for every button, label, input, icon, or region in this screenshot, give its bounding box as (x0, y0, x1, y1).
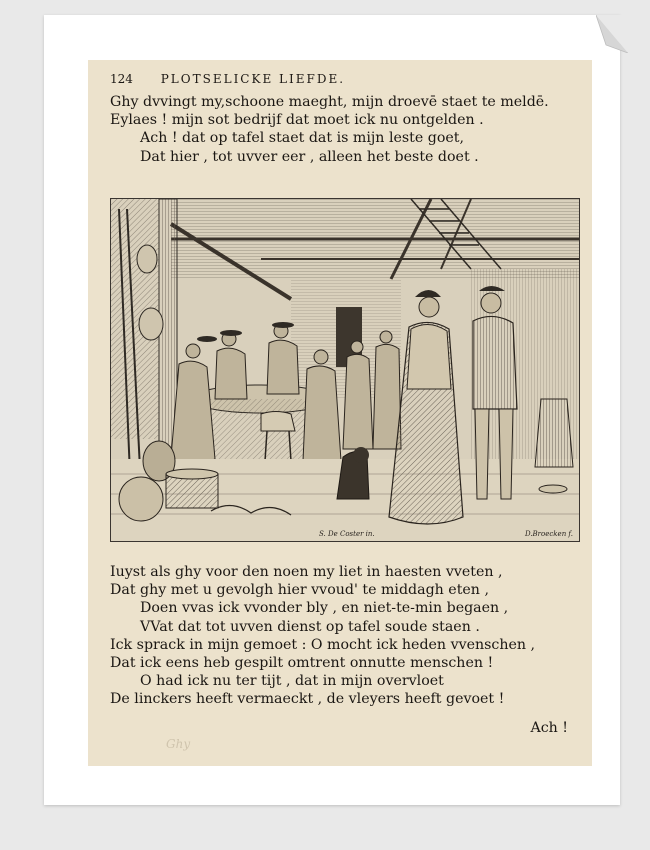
engraving-plate (110, 198, 580, 542)
verse-line: Doen vvas ick vvonder bly , en niet-te-min begaen , (140, 600, 509, 617)
bleed-through-text: Ghy (166, 737, 191, 751)
book-page (88, 60, 592, 766)
verse-line: O had ick nu ter tijt , dat in mijn overvloet (140, 673, 444, 690)
engraving-illustration (111, 199, 579, 541)
page-header (110, 72, 580, 90)
engraving-signature-designer: S. De Coster in. (319, 530, 375, 538)
verse-line: Ick sprack in mijn gemoet : O mocht ick heden vvenschen , (110, 636, 536, 653)
page-number: 124 (110, 72, 133, 86)
verse-line: Iuyst als ghy voor den noen my liet in haesten vveten , (110, 564, 503, 580)
verse-line: VVat dat tot uvven dienst op tafel soude staen . (140, 618, 480, 635)
verse-line: Eylaes ! mijn sot bedrijf dat moet ick nu ontgelden . (110, 112, 484, 129)
closing-word: Ach ! (530, 720, 568, 736)
verse-bottom (110, 563, 585, 709)
verse-line: Ach ! dat op tafel staet dat is mijn leste goet, (140, 130, 465, 147)
engraving-signature-engraver: D.Broecken f. (524, 530, 573, 538)
verse-top (110, 93, 585, 166)
verse-line: Dat hier , tot uvver eer , alleen het beste doet . (140, 148, 479, 165)
page-curl-icon (596, 15, 628, 53)
verse-line: Dat ghy met u gevolgh hier vvoud' te middagh eten , (110, 582, 489, 599)
running-title: PLOTSELICKE LIEFDE. (160, 72, 346, 86)
verse-line: De linckers heeft vermaeckt , de vleyers heeft gevoet ! (110, 691, 505, 708)
verse-line: Ghy dvvingt my,schoone maeght, mijn droevē staet te meldē. (110, 94, 549, 110)
verse-line: Dat ick eens heb gespilt omtrent onnutte menschen ! (110, 655, 494, 672)
